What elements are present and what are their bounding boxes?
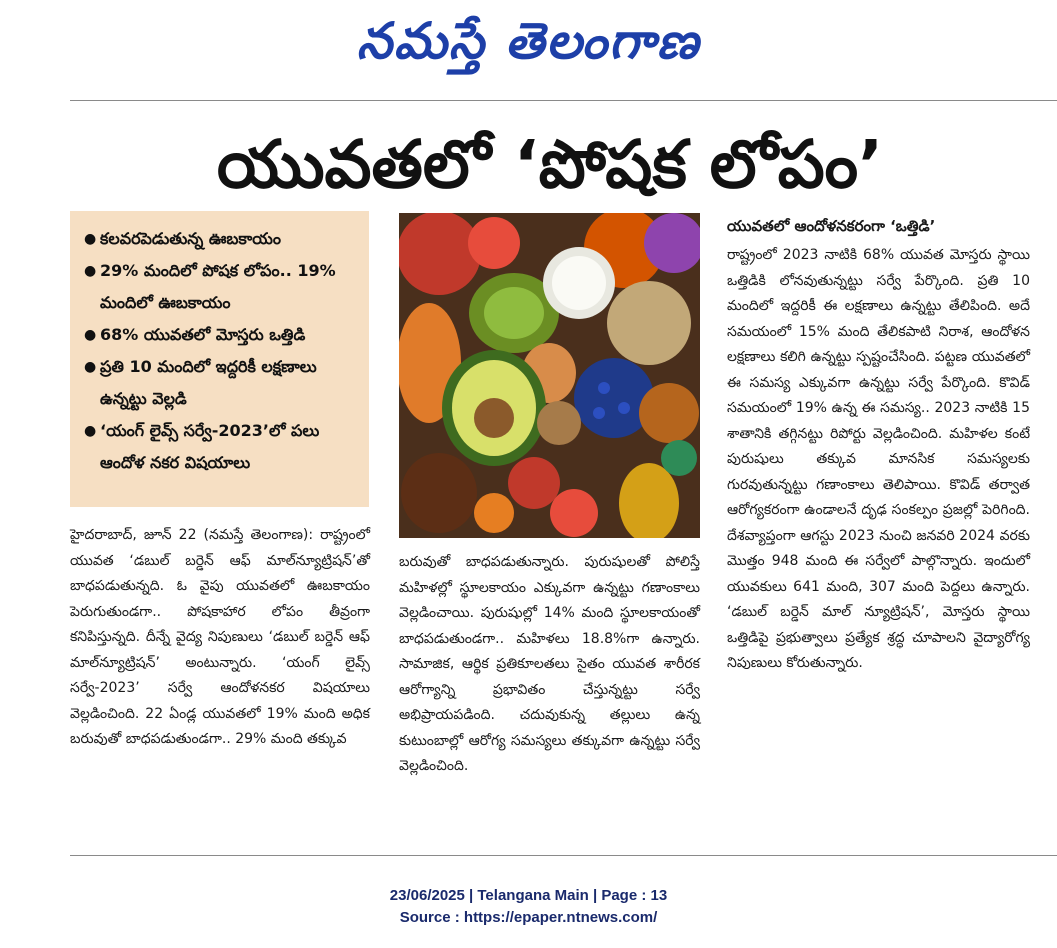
highlights-box xyxy=(70,211,369,507)
article-column-3 xyxy=(727,213,1030,833)
bullet-icon: ● xyxy=(84,359,97,375)
highlight-item: ● 68% యువతలో మోస్తరు ఒత్తిడి xyxy=(84,319,361,351)
column-subheading: యువతలో ఆందోళనకరంగా ‘ఒత్తిడి’ xyxy=(727,217,936,235)
food-photo xyxy=(399,213,700,538)
article-column-2: బరువుతో బాధపడుతున్నారు. పురుషులతో పోలిస్తే మహిళల్లో స్థూలకాయం ఎక్కువగా ఉన్నట్టు గణాంకాలు వెల్లడించాయి. పురుషుల్లో 14% మంది స్థూలకాయంతో బాధపడుతుండగా.. మహిళలు 18.8%గా ఉన్నారు. సామాజిక, ఆర్థిక ప్రతికూలతలు సైతం యువత శారీరక ఆరోగ్యాన్ని ప్రభావితం చేస్తున్నట్టు సర్వే అభిప్రాయపడింది. చదువుకున్న తల్లులు ఉన్న కుటుంబాల్లో ఆరోగ్య సమస్యలు తక్కువగా ఉన్నట్టు సర్వే వెల్లడించింది. xyxy=(399,554,700,774)
highlight-item: ● ‘యంగ్ లైవ్స్ సర్వే-2023’లో పలు ఆందోళ నకర విషయాలు xyxy=(84,415,361,479)
footer-date-line: 23/06/2025 | Telangana Main | Page : 13 xyxy=(389,887,668,904)
bullet-icon: ● xyxy=(84,423,97,439)
footer-divider xyxy=(70,855,1057,856)
bullet-icon: ● xyxy=(84,231,97,247)
masthead-divider xyxy=(70,100,1057,101)
article-headline: యువతలో ‘పోషక లోపం’ xyxy=(216,126,884,203)
highlight-item: ● కలవరపెడుతున్న ఊబకాయం xyxy=(84,223,361,255)
masthead xyxy=(0,4,1057,78)
highlight-item: ● 29% మందిలో పోషక లోపం.. 19% మందిలో ఊబకాయం xyxy=(84,255,361,319)
footer-source-line: Source : https://epaper.ntnews.com/ xyxy=(399,909,658,926)
highlight-item: ● ప్రతి 10 మందిలో ఇద్దరికీ లక్షణాలు ఉన్నట్టు వెల్లడి xyxy=(84,351,361,415)
bullet-icon: ● xyxy=(84,327,97,343)
bullet-icon: ● xyxy=(84,263,97,279)
newspaper-logo: నమస్తే తెలంగాణ xyxy=(356,12,701,70)
column-body: రాష్ట్రంలో 2023 నాటికి 68% యువత మోస్తరు స్థాయి ఒత్తిడికి లోనవుతున్నట్టు సర్వే పేర్కొంది. ప్రతి 10 మందిలో ఇద్దరికీ ఈ లక్షణాలు ఉన్నట్టు తేలిపింది. అదే సమయంలో 15% మంది తేలికపాటి నిరాశ, ఆందోళన లక్షణాలు కలిగి ఉన్నట్టు స్పష్టంచేసింది. పట్టణ యువతలో ఈ సమస్య ఎక్కువగా ఉన్నట్టు సర్వే పేర్కొంది. కొవిడ్ సమయంలో 19% ఉన్న ఈ సమస్య.. 2023 నాటికి 15 శాతానికి తగ్గినట్టు రిపోర్టు వెల్లడించింది. మహిళల కంటే పురుషులు తక్కువ మానసిక సమస్యలకు గురవుతున్నట్టు గణాంకాలు తెలిపాయి. కొవిడ్ తర్వాత ఆరోగ్యకరంగా ఉండాలనే దృఢ సంకల్పం ప్రజల్లో పెరిగింది. దేశవ్యాప్తంగా ఆగస్టు 2023 నుంచి జనవరి 2024 వరకు మొత్తం 948 మంది ఈ సర్వేలో పాల్గొన్నారు. ఇందులో యువకులు 641 మంది, 307 మంది పెద్దలు ఉన్నారు. ‘డబుల్ బర్డెన్ మాల్ న్యూట్రిషన్’, మోస్తరు స్థాయి ఒత్తిడిపై ప్రభుత్వాలు ప్రత్యేక శ్రద్ధ చూపాలని వైద్యారోగ్య నిపుణులు కోరుతున్నారు. xyxy=(727,247,1030,671)
article-column-1: హైదరాబాద్, జూన్ 22 (నమస్తే తెలంగాణ): రాష్ట్రంలో యువత ‘డబుల్ బర్డెన్ ఆఫ్ మాల్‌న్యూట్రిషన్’తో బాధపడుతున్నది. ఓ వైపు యువతలో ఊబకాయం పెరుగుతుండగా.. పోషకాహార లోపం తీవ్రంగా కనిపిస్తున్నది. దీన్నే వైద్య నిపుణులు ‘డబుల్ బర్డెన్ ఆఫ్ మాల్‌న్యూట్రిషన్’ అంటున్నారు. ‘యంగ్ లైవ్స్ సర్వే-2023’ సర్వే ఆందోళనకర విషయాలు వెల్లడించింది. 22 ఏండ్ల యువతలో 19% మంది అధిక బరువుతో బాధపడుతుండగా.. 29% మంది తక్కువ xyxy=(70,527,370,747)
